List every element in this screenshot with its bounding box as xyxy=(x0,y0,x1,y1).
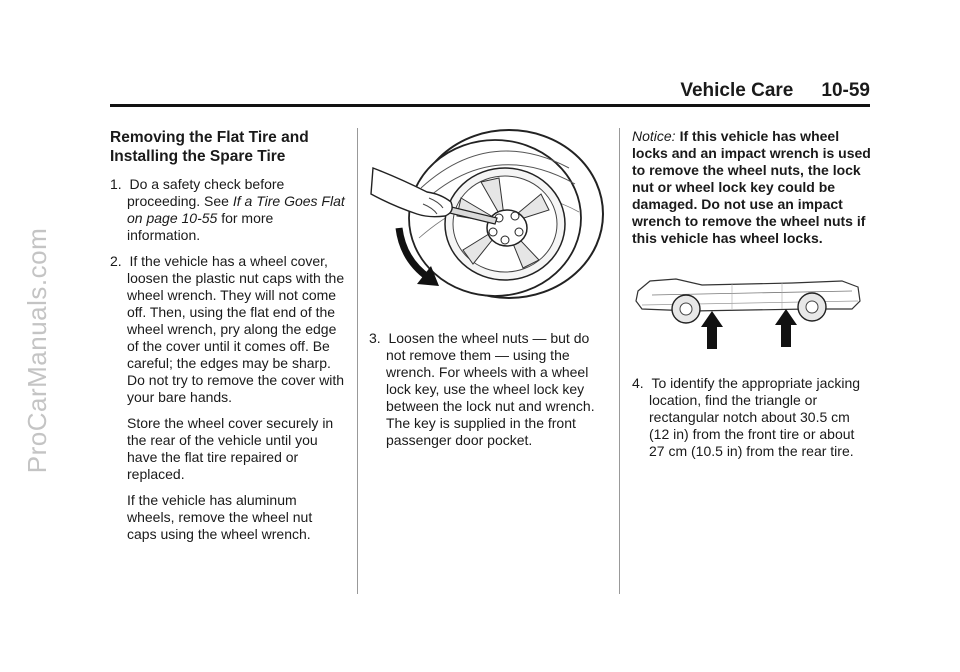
column-divider-1 xyxy=(357,128,358,594)
step-4-text: To identify the appropriate jacking location, find the triangle or rectangular notch about 30.5 cm (12 in) from the front tire or about 27 cm (10.5 in) from the rear tire. xyxy=(649,375,861,459)
notice-label: Notice: xyxy=(632,128,676,144)
aluminum-wheels-paragraph: If the vehicle has aluminum wheels, remove the wheel nut caps using the wheel wrench. xyxy=(127,492,313,542)
step-1-text-a: Do a safety check before proceeding. See xyxy=(127,176,285,209)
section-heading: Removing the Flat Tire and Installing the Spare Tire xyxy=(110,129,309,165)
wheel-nut-loosening-illustration xyxy=(369,128,606,300)
step-1-text-b: for more information. xyxy=(127,210,274,243)
column-1 xyxy=(110,128,345,552)
notice xyxy=(632,128,872,247)
step-1-number: 1. xyxy=(110,176,122,192)
step-3-number: 3. xyxy=(369,330,381,346)
watermark xyxy=(18,70,58,630)
step-1 xyxy=(110,176,345,244)
step-4-number: 4. xyxy=(632,375,644,391)
column-2 xyxy=(369,128,606,458)
step-3 xyxy=(369,330,606,449)
jacking-location-illustration xyxy=(632,261,872,351)
page-number: 10-59 xyxy=(821,80,870,101)
header-rule xyxy=(110,104,870,107)
step-4 xyxy=(632,375,872,460)
notice-text: If this vehicle has wheel locks and an impact wrench is used to remove the wheel nuts, the lock nut or wheel lock key could be damaged. Do not use an impact wrench to remove the wheel nuts if this vehicle has wheel locks. xyxy=(632,128,871,246)
column-divider-2 xyxy=(619,128,620,594)
page-header xyxy=(110,80,870,106)
cross-reference-link[interactable]: If a Tire Goes Flat on page 10-55 xyxy=(127,193,345,226)
step-2 xyxy=(110,253,345,406)
store-cover-paragraph: Store the wheel cover securely in the rear of the vehicle until you have the flat tire repaired or replaced. xyxy=(127,415,334,482)
watermark-text: ProCarManuals.com xyxy=(22,227,53,473)
section-title: Vehicle Care xyxy=(680,80,794,101)
column-3 xyxy=(632,128,872,469)
step-2-number: 2. xyxy=(110,253,122,269)
step-2-text: If the vehicle has a wheel cover, loosen the plastic nut caps with the wheel wrench. They will not come off. Then, using the flat end of the wheel wrench, pry along the edge of the cover until it comes off. Be careful; the edges may be sharp. Do not try to remove the cover with your bare hands. xyxy=(127,253,345,405)
step-3-text: Loosen the wheel nuts — but do not remove them — using the wrench. For wheels with a wheel lock key, use the wheel lock key between the lock nut and wrench. The key is supplied in the front passenger door pocket. xyxy=(386,330,595,448)
